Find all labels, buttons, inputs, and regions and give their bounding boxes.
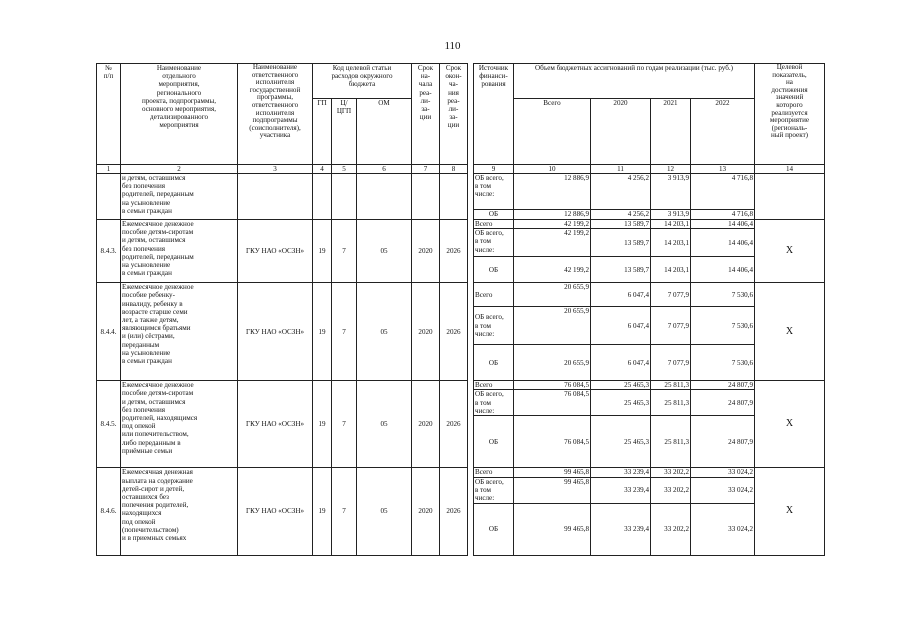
row-om [357, 174, 412, 220]
row-total: 20 655,9 [514, 307, 591, 345]
header-start: Срок на- чала реа- ли- за- ции [412, 64, 440, 165]
row-total: 76 084,5 [514, 416, 591, 468]
row-target: Х [755, 468, 825, 555]
row-source: ОБ всего, в том числе: [474, 477, 514, 503]
row-om: 05 [357, 381, 412, 468]
row-2022: 33 024,2 [691, 468, 755, 477]
row-2022: 7 530,6 [691, 307, 755, 345]
row-target [755, 174, 825, 220]
row-name: Ежемесячное денежное пособие детям-сиротам и детям, оставшимся без попечения родителей, переданным на усыновление в семьи граждан [121, 220, 238, 283]
header-volume: Объем бюджетных ассигнований по годам реализации (тыс. руб.) [514, 64, 755, 99]
row-2020: 4 256,2 [591, 210, 651, 220]
row-end: 2026 [440, 283, 468, 381]
row-executor: ГКУ НАО «ОСЗН» [238, 468, 313, 555]
row-no: 8.4.5. [97, 381, 121, 468]
row-total: 42 199,2 [514, 257, 591, 283]
row-executor: ГКУ НАО «ОСЗН» [238, 220, 313, 283]
table-row [97, 174, 825, 210]
row-no: 8.4.6. [97, 468, 121, 555]
header-gp: ГП [313, 99, 332, 165]
row-start [412, 174, 440, 220]
col-num: 14 [755, 165, 825, 174]
row-2020: 33 239,4 [591, 477, 651, 503]
header-name: Наименование отдельного мероприятия, регионального проекта, подпрограммы, основного мероприятия, детализированного мероприятия [121, 64, 238, 165]
row-cgp: 7 [332, 381, 357, 468]
row-end: 2026 [440, 220, 468, 283]
row-om: 05 [357, 283, 412, 381]
row-name: Ежемесячное денежное пособие детям-сиротам и детям, оставшимся без попечения родителей, находящимся под опекой или попечительством, либо переданным в приёмные семьи [121, 381, 238, 468]
column-numbers-row [97, 165, 825, 174]
row-no: 8.4.4. [97, 283, 121, 381]
table-row [97, 220, 825, 229]
row-total: 99 465,8 [514, 503, 591, 555]
row-om: 05 [357, 220, 412, 283]
row-source: ОБ [474, 503, 514, 555]
row-2021: 7 077,9 [651, 307, 691, 345]
row-2020: 6 047,4 [591, 345, 651, 381]
row-gp [313, 174, 332, 220]
header-2022: 2022 [691, 99, 755, 165]
row-total: 12 886,9 [514, 174, 591, 210]
row-2022: 14 406,4 [691, 229, 755, 257]
row-cgp [332, 174, 357, 220]
col-num: 11 [591, 165, 651, 174]
row-target: Х [755, 220, 825, 283]
row-source: ОБ [474, 416, 514, 468]
header-om: ОМ [357, 99, 412, 165]
row-2020: 6 047,4 [591, 283, 651, 307]
row-start: 2020 [412, 468, 440, 555]
row-total: 42 199,2 [514, 220, 591, 229]
row-2020: 13 589,7 [591, 257, 651, 283]
row-2021: 33 202,2 [651, 468, 691, 477]
row-2022: 14 406,4 [691, 220, 755, 229]
row-2021: 25 811,3 [651, 416, 691, 468]
row-end [440, 174, 468, 220]
row-2020: 25 465,3 [591, 416, 651, 468]
row-total: 99 465,8 [514, 477, 591, 503]
row-total: 12 886,9 [514, 210, 591, 220]
row-2022: 7 530,6 [691, 345, 755, 381]
row-target: Х [755, 381, 825, 468]
table-row [97, 381, 825, 390]
row-total: 99 465,8 [514, 468, 591, 477]
header-cgp: Ц/ ЦГП [332, 99, 357, 165]
budget-table [96, 63, 825, 556]
row-source: ОБ [474, 345, 514, 381]
row-end: 2026 [440, 468, 468, 555]
col-num: 10 [514, 165, 591, 174]
col-num: 3 [238, 165, 313, 174]
row-2021: 3 913,9 [651, 174, 691, 210]
header-source: Источник финанси- рования [474, 64, 514, 165]
col-num: 5 [332, 165, 357, 174]
header-end: Срок окон- ча- ния реа- ли- за- ции [440, 64, 468, 165]
col-num: 7 [412, 165, 440, 174]
row-executor [238, 174, 313, 220]
row-source: ОБ всего, в том числе: [474, 229, 514, 257]
row-end: 2026 [440, 381, 468, 468]
row-target: Х [755, 283, 825, 381]
row-source: ОБ [474, 257, 514, 283]
row-2021: 7 077,9 [651, 283, 691, 307]
row-2021: 7 077,9 [651, 345, 691, 381]
row-2022: 24 807,9 [691, 381, 755, 390]
row-cgp: 7 [332, 220, 357, 283]
col-num: 4 [313, 165, 332, 174]
row-2022: 24 807,9 [691, 390, 755, 416]
row-2020: 4 256,2 [591, 174, 651, 210]
row-cgp: 7 [332, 468, 357, 555]
row-2020: 33 239,4 [591, 468, 651, 477]
row-2022: 4 716,8 [691, 210, 755, 220]
row-start: 2020 [412, 381, 440, 468]
row-executor: ГКУ НАО «ОСЗН» [238, 283, 313, 381]
row-2022: 33 024,2 [691, 477, 755, 503]
row-2020: 33 239,4 [591, 503, 651, 555]
row-2021: 14 203,1 [651, 257, 691, 283]
row-source: ОБ всего, в том числе: [474, 174, 514, 210]
row-source: ОБ [474, 210, 514, 220]
row-source: Всего [474, 283, 514, 307]
row-no: 8.4.3. [97, 220, 121, 283]
row-name: и детям, оставшимся без попечения родителей, переданным на усыновление в семьи граждан [121, 174, 238, 220]
row-2022: 4 716,8 [691, 174, 755, 210]
row-total: 20 655,9 [514, 283, 591, 307]
header-code: Код целевой статьи расходов окружного бюджета [313, 64, 412, 99]
row-name: Ежемесячная денежная выплата на содержание детей-сирот и детей, оставшихся без попечения родителей, находящихся под опекой (попечительством) и в приемных семьях [121, 468, 238, 555]
header-target: Целевой показатель, на достижения значений которого реализуется мероприятие (региональ- ный проект) [755, 64, 825, 165]
row-gp: 19 [313, 220, 332, 283]
header-no: № п/п [97, 64, 121, 165]
row-2021: 14 203,1 [651, 220, 691, 229]
col-num: 2 [121, 165, 238, 174]
row-cgp: 7 [332, 283, 357, 381]
table-row [97, 468, 825, 477]
header-2021: 2021 [651, 99, 691, 165]
row-name: Ежемесячное денежное пособие ребенку- инвалиду, ребенку в возрасте старше семи лет, а также детям, являющимся братьями и (или) сёстрами, переданным на усыновление в семьи граждан [121, 283, 238, 381]
row-2020: 25 465,3 [591, 381, 651, 390]
col-num: 9 [474, 165, 514, 174]
row-2021: 25 811,3 [651, 381, 691, 390]
table-row [97, 283, 825, 307]
row-2022: 33 024,2 [691, 503, 755, 555]
col-num: 1 [97, 165, 121, 174]
row-2020: 6 047,4 [591, 307, 651, 345]
row-2021: 3 913,9 [651, 210, 691, 220]
row-source: Всего [474, 220, 514, 229]
row-source: Всего [474, 468, 514, 477]
row-2020: 13 589,7 [591, 220, 651, 229]
col-num: 12 [651, 165, 691, 174]
header-executor: Наименование ответственного исполнителя государственной программы, ответственного исполнителя подпрограммы (соисполнителя), участника [238, 64, 313, 165]
col-num: 6 [357, 165, 412, 174]
row-executor: ГКУ НАО «ОСЗН» [238, 381, 313, 468]
col-num: 13 [691, 165, 755, 174]
row-om: 05 [357, 468, 412, 555]
row-no [97, 174, 121, 220]
col-num: 8 [440, 165, 468, 174]
header-total: Всего [514, 99, 591, 165]
row-2021: 14 203,1 [651, 229, 691, 257]
row-2022: 7 530,6 [691, 283, 755, 307]
row-gp: 19 [313, 381, 332, 468]
row-gp: 19 [313, 283, 332, 381]
row-total: 76 084,5 [514, 381, 591, 390]
row-2022: 14 406,4 [691, 257, 755, 283]
row-2022: 24 807,9 [691, 416, 755, 468]
row-start: 2020 [412, 220, 440, 283]
row-source: ОБ всего, в том числе: [474, 390, 514, 416]
row-start: 2020 [412, 283, 440, 381]
header-2020: 2020 [591, 99, 651, 165]
page-number: 110 [444, 40, 461, 52]
row-2021: 33 202,2 [651, 477, 691, 503]
row-2021: 25 811,3 [651, 390, 691, 416]
row-total: 76 084,5 [514, 390, 591, 416]
row-2020: 13 589,7 [591, 229, 651, 257]
row-source: ОБ всего, в том числе: [474, 307, 514, 345]
row-total: 20 655,9 [514, 345, 591, 381]
row-source: Всего [474, 381, 514, 390]
row-2021: 33 202,2 [651, 503, 691, 555]
row-total: 42 199,2 [514, 229, 591, 257]
row-2020: 25 465,3 [591, 390, 651, 416]
row-gp: 19 [313, 468, 332, 555]
